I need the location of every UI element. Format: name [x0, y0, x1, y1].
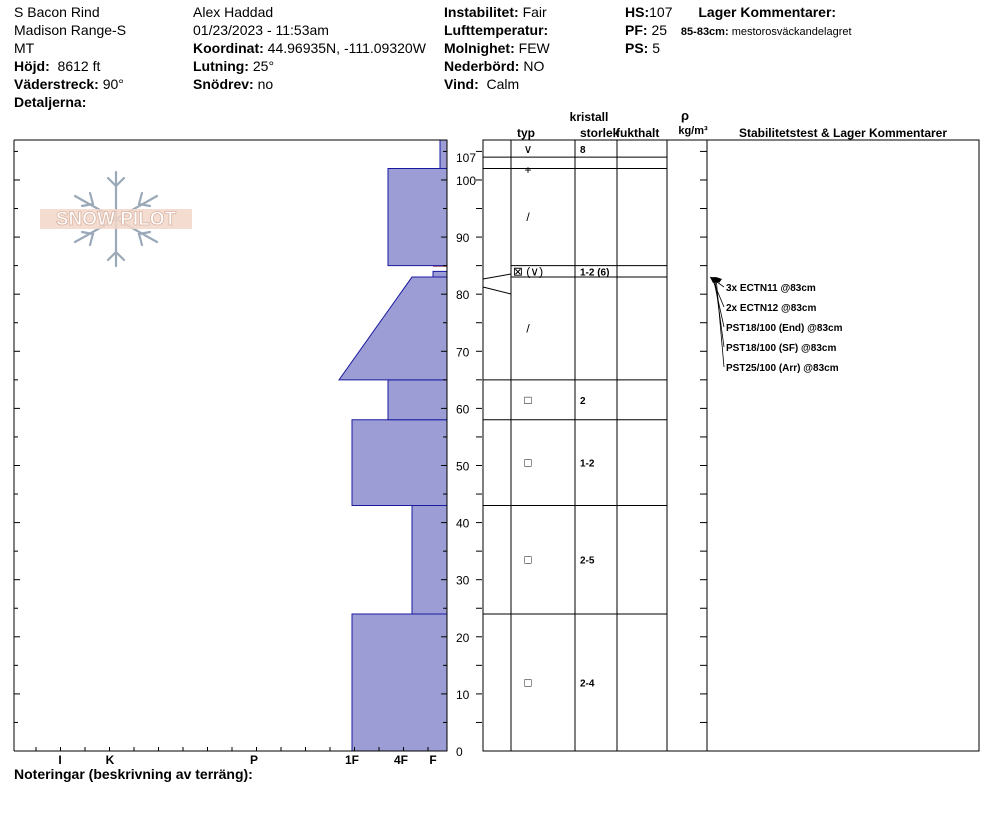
- depth-tick-label: 50: [456, 459, 470, 474]
- pf-row: PF: 25 85-83cm: mestorosväckandelagret: [625, 22, 852, 38]
- observer-name: Alex Haddad: [193, 4, 274, 20]
- depth-tick-label: 70: [456, 345, 470, 360]
- slope-value: 25°: [252, 58, 275, 74]
- depth-tick-label: 80: [456, 288, 470, 303]
- state-name: MT: [14, 40, 35, 56]
- stability-test-label: 2x ECTN12 @83cm: [726, 303, 817, 314]
- coordinate-row: Koordinat: 44.96935N, -111.09320W: [193, 40, 426, 56]
- pf-value: 25: [651, 22, 668, 38]
- grain-size: 2-5: [580, 555, 595, 567]
- hardness-layer: [352, 420, 447, 506]
- hardness-axis-label: 4F: [393, 753, 409, 767]
- depth-tick-label: 60: [456, 402, 470, 417]
- hardness-axis-label: F: [429, 753, 437, 767]
- aspect-value: 90°: [102, 76, 124, 92]
- grain-type: /: [526, 321, 530, 336]
- depth-top-label: 107: [456, 151, 477, 165]
- hardness-axis-label: 1F: [344, 753, 360, 767]
- details-label: Detaljerna:: [14, 94, 87, 110]
- depth-tick-label: 20: [456, 630, 470, 645]
- hardness-layer: [440, 140, 447, 169]
- wind-value: Calm: [486, 76, 520, 92]
- depth-tick-label: 0: [456, 745, 463, 759]
- stability-test-label: PST18/100 (End) @83cm: [726, 323, 843, 334]
- hardness-layer: [433, 271, 447, 277]
- col-header-stability: Stabilitetstest & Lager Kommentarer: [738, 126, 948, 140]
- hardness-layer: [388, 380, 447, 420]
- sky-row: Molnighet: FEW: [444, 40, 550, 56]
- hardness-axis-label: I: [58, 753, 62, 767]
- depth-tick-label: 90: [456, 231, 470, 246]
- hs-row: HS:107 Lager Kommentarer:: [625, 4, 837, 20]
- hardness-layer: [339, 277, 447, 380]
- location-name: S Bacon Rind: [14, 4, 100, 20]
- grain-size: 2-4: [580, 678, 595, 690]
- col-header-density-unit: kg/m³: [678, 125, 708, 137]
- grain-type: □: [524, 455, 532, 470]
- grain-size: 2: [580, 395, 586, 407]
- grain-table: [483, 140, 979, 751]
- grain-type: □: [524, 675, 532, 690]
- terrain-notes-label: Noteringar (beskrivning av terräng):: [14, 766, 253, 782]
- layer-comments-label: Lager Kommentarer:: [698, 4, 837, 20]
- elevation-value: 8612 ft: [57, 58, 101, 74]
- drift-value: no: [257, 76, 274, 92]
- precip-row: Nederbörd: NO: [444, 58, 545, 74]
- stability-test-label: PST18/100 (SF) @83cm: [726, 343, 837, 354]
- grain-type: □: [524, 552, 532, 567]
- wind-row: Vind: Calm: [444, 76, 520, 92]
- hardness-axis-label: K: [105, 753, 115, 767]
- hardness-axis-label: P: [249, 753, 259, 767]
- hardness-layer: [388, 169, 447, 266]
- col-header-kristall: kristall: [569, 110, 609, 124]
- hardness-layers: [339, 140, 447, 751]
- grain-type: ∨: [523, 142, 533, 156]
- depth-tick-label: 30: [456, 573, 470, 588]
- grain-type: □: [524, 392, 532, 407]
- coordinate-value: 44.96935N, -111.09320W: [267, 40, 426, 56]
- col-header-typ: typ: [517, 126, 535, 140]
- hs-value: 107: [649, 4, 673, 20]
- sky-value: FEW: [518, 40, 550, 56]
- layer-note-text: mestorosväckandelagret: [731, 26, 852, 38]
- grain-type: ⊠ (∨): [512, 264, 544, 279]
- stability-test-label: PST25/100 (Arr) @83cm: [726, 363, 839, 374]
- grain-type: /: [526, 210, 530, 225]
- grain-size: 8: [580, 145, 586, 156]
- grain-size: 1-2 (6): [580, 267, 610, 279]
- range-name: Madison Range-S: [14, 22, 127, 38]
- grain-connector-line: [483, 287, 511, 294]
- col-header-storlek: storlek: [580, 126, 620, 140]
- col-header-fukthalt: fukthalt: [616, 126, 660, 140]
- depth-tick-label: 100: [456, 173, 477, 188]
- slope-row: Lutning: 25°: [193, 58, 275, 74]
- observation-datetime: 01/23/2023 - 11:53am: [193, 22, 329, 38]
- depth-tick-label: 40: [456, 516, 470, 531]
- stability-row: Instabilitet: Fair: [444, 4, 547, 20]
- grain-type: +: [524, 163, 532, 177]
- drift-row: Snödrev: no: [193, 76, 274, 92]
- hardness-layer: [352, 614, 447, 751]
- hardness-layer: [412, 505, 447, 613]
- depth-tick-label: 10: [456, 687, 470, 702]
- ps-value: 5: [652, 40, 661, 56]
- grain-table-frame: [483, 140, 979, 751]
- elevation-row: Höjd: 8612 ft: [14, 58, 101, 74]
- airtemp-row: Lufttemperatur:: [444, 22, 549, 38]
- stability-tests: [710, 277, 843, 374]
- stability-test-label: 3x ECTN11 @83cm: [726, 283, 816, 294]
- snowpilot-logo-text: SNOW PILOT: [55, 209, 177, 230]
- stability-value: Fair: [522, 4, 547, 20]
- grain-size: 1-2: [580, 458, 595, 470]
- aspect-row: Väderstreck: 90°: [14, 76, 124, 92]
- layer-note-depth: 85-83cm:: [680, 26, 729, 38]
- precip-value: NO: [523, 58, 545, 74]
- ps-row: PS: 5: [625, 40, 661, 56]
- col-header-rho: ρ: [680, 108, 690, 123]
- grain-connector-line: [483, 274, 511, 279]
